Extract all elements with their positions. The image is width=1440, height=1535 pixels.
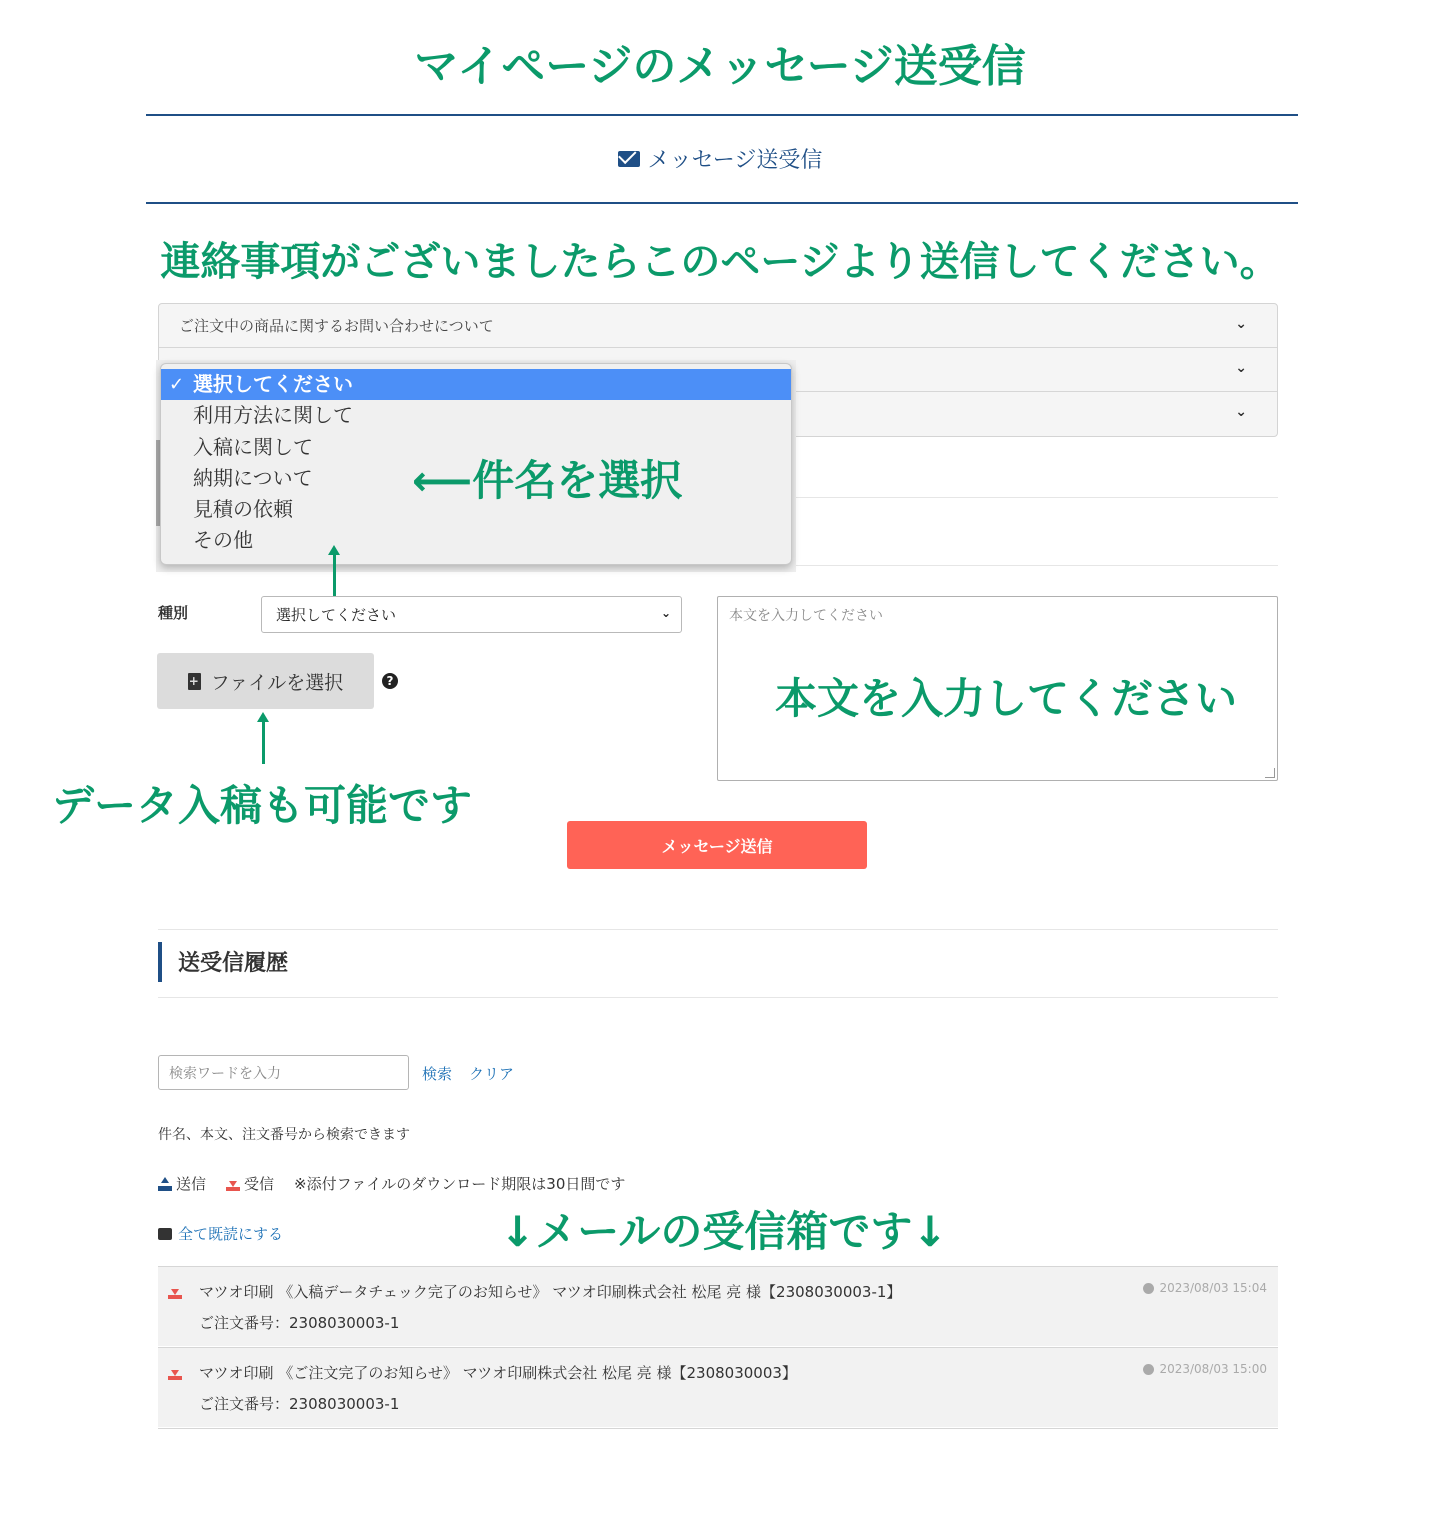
message-time — [1143, 1362, 1267, 1376]
accordion-item[interactable] — [159, 304, 1277, 348]
legend-received: 受信 — [244, 1175, 275, 1193]
search-input[interactable] — [158, 1055, 409, 1090]
legend-note: ※添付ファイルのダウンロード期限は30日間です — [294, 1175, 626, 1193]
dropdown-option[interactable]: 見積の依頼 — [193, 497, 293, 522]
checkmark-icon: ✓ — [169, 374, 185, 395]
dropdown-option[interactable]: 利用方法に関して — [193, 403, 353, 428]
help-icon[interactable]: ? — [382, 673, 398, 689]
resize-handle-icon[interactable] — [1265, 768, 1275, 778]
list-bottom-border — [158, 1428, 1278, 1429]
chevron-down-icon: ⌄ — [1235, 360, 1247, 376]
dropdown-option[interactable]: ✓ 選択してください — [161, 369, 791, 400]
dropdown-option[interactable]: その他 — [193, 528, 253, 553]
message-header-label: メッセージ送受信 — [647, 148, 823, 173]
file-upload-icon — [188, 673, 201, 690]
search-link[interactable]: 検索 — [422, 1065, 453, 1083]
message-time-label: 2023/08/03 15:00 — [1159, 1362, 1267, 1376]
envelope-icon — [618, 151, 640, 167]
chevron-down-icon: ⌄ — [1235, 316, 1247, 332]
message-order: ご注文番号：2308030003-1 — [199, 1395, 400, 1413]
dropdown-option[interactable]: 納期について — [193, 465, 313, 490]
annotation-inbox: ↓メールの受信箱です↓ — [500, 1207, 948, 1256]
mark-all-read[interactable] — [158, 1223, 283, 1244]
header-divider-bottom — [146, 202, 1298, 204]
message-time-label: 2023/08/03 15:04 — [1159, 1281, 1267, 1295]
upload-icon — [158, 1177, 172, 1191]
message-time — [1143, 1281, 1267, 1295]
search-placeholder: 検索ワードを入力 — [169, 1065, 281, 1082]
headline: 連絡事項がございましたらこのページより送信してください。 — [160, 239, 1280, 285]
annotation-body: 本文を入力してください — [775, 674, 1238, 723]
history-title: 送受信履歴 — [158, 942, 288, 982]
clock-icon — [1143, 1283, 1154, 1294]
file-select-label: ファイルを選択 — [210, 671, 344, 694]
download-icon — [168, 1366, 182, 1380]
search-hint: 件名、本文、注文番号から検索できます — [158, 1127, 410, 1143]
type-label: 種別 — [158, 604, 189, 622]
chevron-down-icon: ⌄ — [1235, 404, 1247, 420]
message-order: ご注文番号：2308030003-1 — [199, 1314, 400, 1332]
arrow-up-icon — [262, 720, 265, 764]
message-row[interactable] — [158, 1347, 1278, 1427]
body-placeholder: 本文を入力してください — [729, 608, 883, 624]
arrow-up-icon — [333, 553, 336, 597]
clock-icon — [1143, 1364, 1154, 1375]
download-icon — [168, 1285, 182, 1299]
envelope-open-icon — [158, 1228, 172, 1240]
message-row[interactable] — [158, 1266, 1278, 1346]
download-icon — [226, 1177, 240, 1191]
section-divider — [158, 997, 1278, 998]
legend-sent: 送信 — [176, 1175, 207, 1193]
file-select-button[interactable] — [157, 653, 374, 709]
type-select[interactable] — [261, 596, 682, 633]
dropdown-option[interactable]: 入稿に関して — [193, 434, 313, 459]
page-title: マイページのメッセージ送受信 — [414, 41, 1026, 92]
annotation-subject: ⟵件名を選択 — [412, 456, 683, 505]
section-divider — [158, 929, 1278, 930]
chevron-down-icon: ⌄ — [660, 606, 671, 620]
message-subject: マツオ印刷 《ご注文完了のお知らせ》 マツオ印刷株式会社 松尾 亮 様【2308030003】 — [199, 1364, 797, 1382]
header-divider-top — [146, 114, 1298, 116]
annotation-data: データ入稿も可能です — [52, 781, 473, 830]
accordion-item-label: ご注文中の商品に関するお問い合わせについて — [179, 317, 494, 335]
mark-all-read-label: 全て既読にする — [178, 1225, 284, 1243]
message-header — [0, 143, 1440, 174]
type-select-value: 選択してください — [276, 606, 397, 624]
message-subject: マツオ印刷 《入稿データチェック完了のお知らせ》 マツオ印刷株式会社 松尾 亮 様【2308030003-1】 — [199, 1283, 902, 1301]
send-message-button[interactable]: メッセージ送信 — [567, 821, 867, 869]
clear-link[interactable]: クリア — [469, 1065, 515, 1083]
legend — [158, 1173, 625, 1194]
